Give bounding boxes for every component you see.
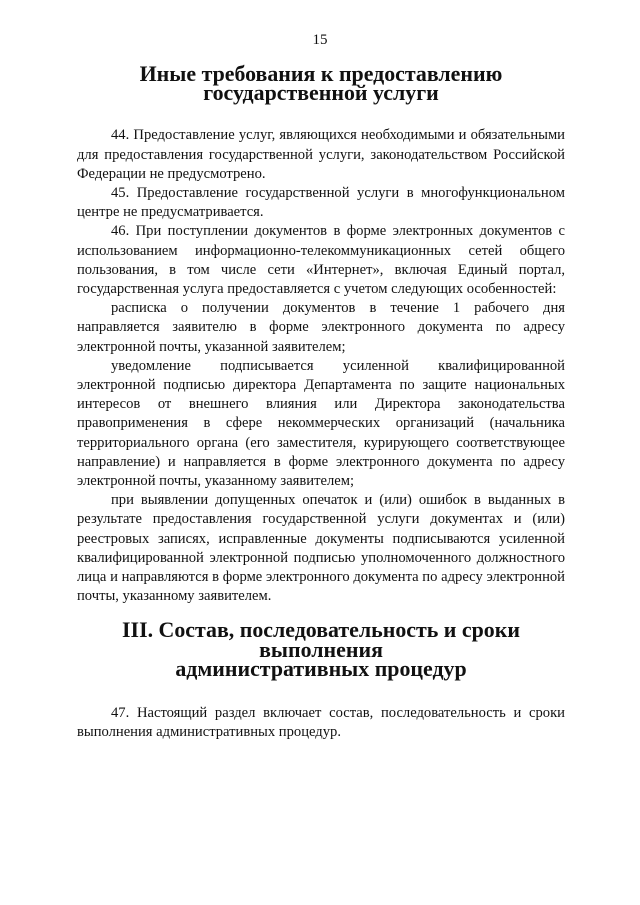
paragraph-notification: уведомление подписывается усиленной квалифицированной электронной подписью директора Департамента по защите национальных интересов от внешнего влияния или Директора законодательства правоприменения в сфере некоммерческих организаций (начальника территориального органа (его заместителя, курирующего соответствующее направление) и направляется в форме электронного документа по адресу электронной почты, указанному заявителем;: [77, 357, 565, 490]
paragraph-44: 44. Предоставление услуг, являющихся необходимыми и обязательными для предоставления государственной услуги, законодательством Российской Федерации не предусмотрено.: [77, 127, 565, 182]
section-title-3-line-1: III. Состав, последовательность и сроки выполнения: [122, 617, 520, 662]
paragraph-47: 47. Настоящий раздел включает состав, последовательность и сроки выполнения административных процедур.: [77, 705, 565, 741]
document-body: [77, 61, 565, 743]
section-title-3: [77, 617, 565, 681]
paragraph-46: 46. При поступлении документов в форме электронных документов с использованием информационно-телекоммуникационных сетей общего пользования, в том числе сети «Интернет», включая Единый портал, государственная услуга предоставляется с учетом следующих особенностей:: [77, 223, 565, 298]
paragraph-receipt: расписка о получении документов в течение 1 рабочего дня направляется заявителю в форме электронного документа по адресу электронной почты, указанной заявителем;: [77, 300, 565, 355]
page-number: 15: [312, 32, 328, 48]
paragraph-45: 45. Предоставление государственной услуги в многофункциональном центре не предусматривается.: [77, 185, 565, 221]
section-title-other-requirements: Иные требования к предоставлению государственной услуги: [139, 61, 503, 106]
section-title-3-line-2: административных процедур: [175, 655, 467, 681]
paragraph-corrections: при выявлении допущенных опечаток и (или) ошибок в выданных в результате предоставления государственной услуги документах и (или) реестровых записях, исправленные документы подписываются усиленной квалифицированной электронной подписью уполномоченного должностного лица и направляются в форме электронного документа по адресу электронной почты, указанному заявителем.: [77, 492, 565, 605]
